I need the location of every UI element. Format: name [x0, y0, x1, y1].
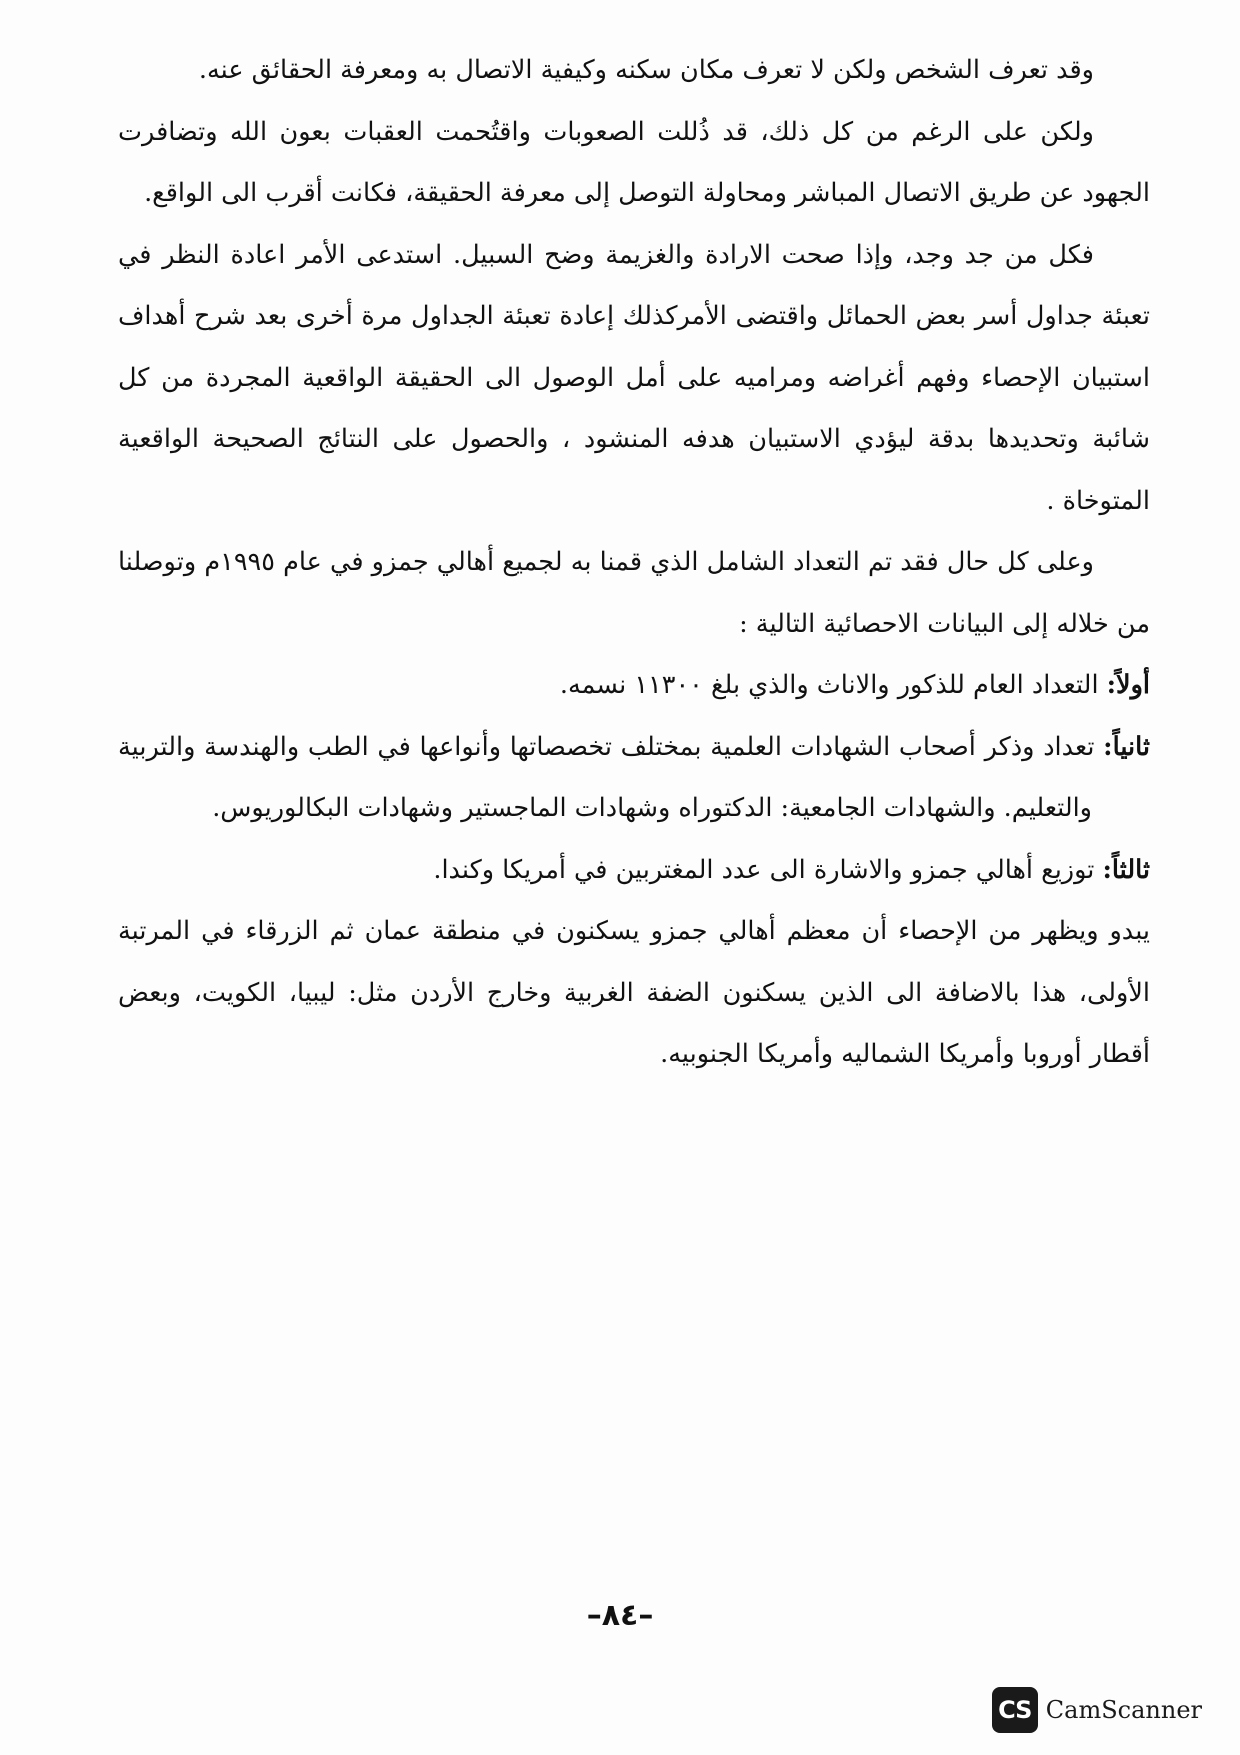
camscanner-logo-text: CS	[998, 1696, 1032, 1724]
camscanner-watermark	[992, 1687, 1202, 1733]
list-text-second: تعداد وذكر أصحاب الشهادات العلمية بمختلف تخصصاتها وأنواعها في الطب والهندسة والتربية والتعليم. والشهادات الجامعية: الدكتوراه وشهادات الماجستير وشهادات البكالوريوس.	[118, 731, 1104, 823]
paragraph-2: ولكن على الرغم من كل ذلك، قد ذُللت الصعوبات واقتُحمت العقبات بعون الله وتضافرت الجهود عن طريق الاتصال المباشر ومحاولة التوصل إلى معرفة الحقيقة، فكانت أقرب الى الواقع.	[118, 116, 1150, 208]
list-item-second	[118, 717, 1150, 840]
page-number: –٨٤–	[586, 1598, 654, 1633]
closing-paragraph: يبدو ويظهر من الإحصاء أن معظم أهالي جمزو يسكنون في منطقة عمان ثم الزرقاء في المرتبة الأولى، هذا بالاضافة الى الذين يسكنون الضفة الغربية وخارج الأردن مثل: ليبيا، الكويت، وبعض أقطار أوروبا وأمريكا الشماليه وأمريكا الجنوبيه.	[118, 916, 1150, 1069]
list-lead-second: ثانياً:	[1103, 731, 1150, 762]
camscanner-brand: CamScanner	[1045, 1696, 1202, 1724]
paragraph-4: وعلى كل حال فقد تم التعداد الشامل الذي قمنا به لجميع أهالي جمزو في عام ١٩٩٥م وتوصلنا من خلاله إلى البيانات الاحصائية التالية :	[118, 547, 1150, 639]
paragraph-1: وقد تعرف الشخص ولكن لا تعرف مكان سكنه وكيفية الاتصال به ومعرفة الحقائق عنه.	[198, 55, 1094, 85]
camscanner-logo-icon	[992, 1687, 1038, 1733]
list-lead-first: أولاً:	[1106, 670, 1150, 700]
list-lead-third: ثالثاً:	[1102, 854, 1150, 885]
list-item-first	[118, 655, 1150, 717]
body-text	[118, 40, 1150, 1086]
list-item-third	[118, 840, 1150, 902]
list-text-first: التعداد العام للذكور والاناث والذي بلغ ١١٣٠٠ نسمه.	[559, 670, 1107, 700]
paragraph-3: فكل من جد وجد، وإذا صحت الارادة والغزيمة وضح السبيل. استدعى الأمر اعادة النظر في تعبئة جداول أسر بعض الحمائل واقتضى الأمركذلك إعادة تعبئة الجداول مرة أخرى بعد شرح أهداف استبيان الإحصاء وفهم أغراضه ومراميه على أمل الوصول الى الحقيقة الواقعية المجردة من كل شائبة وتحديدها بدقة ليؤدي الاستبيان هدفه المنشود ، والحصول على النتائج الصحيحة الواقعية المتوخاة .	[118, 239, 1150, 516]
list-text-third: توزيع أهالي جمزو والاشارة الى عدد المغتربين في أمريكا وكندا.	[433, 854, 1103, 885]
